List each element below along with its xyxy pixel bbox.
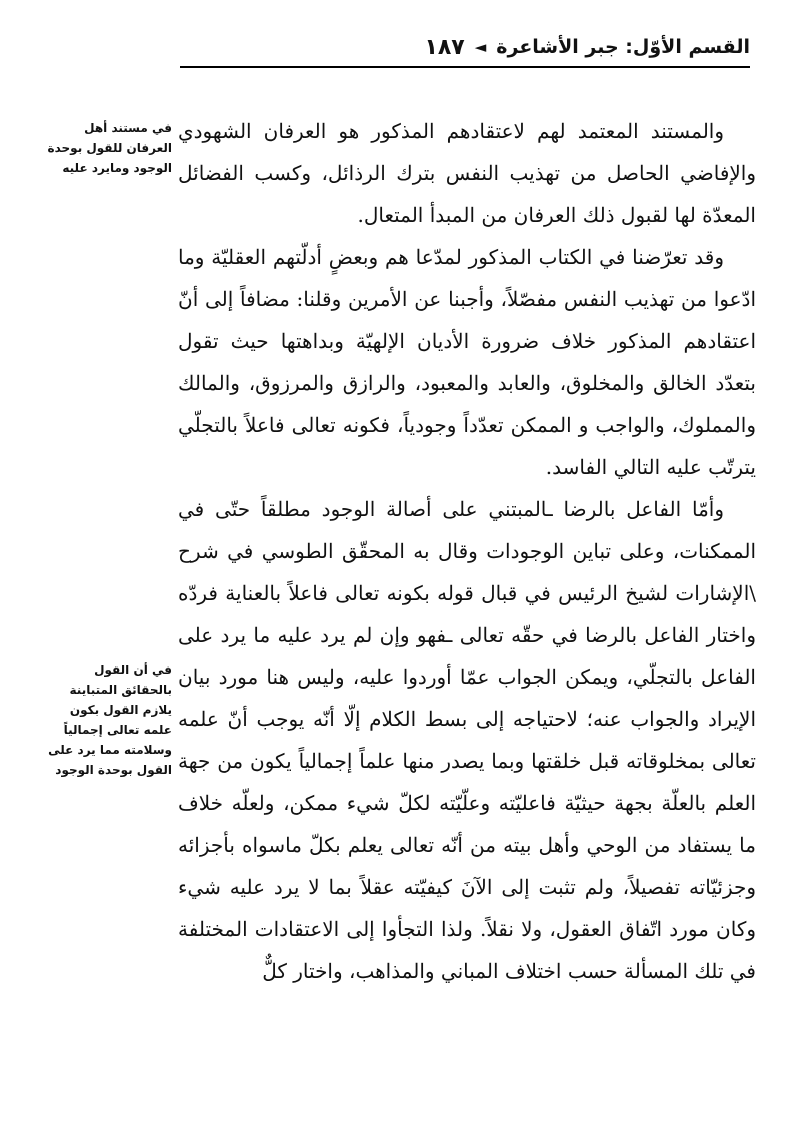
margin-note: في أن القول بالحقائق المتباينة يلازم القول بكون علمه تعالى إجمالياً وسلامته مما يرد على القول بوحدة الوجود xyxy=(48,663,172,777)
header-rule xyxy=(180,66,750,68)
running-header xyxy=(180,30,750,64)
body-text xyxy=(178,110,756,992)
margin-note: في مستند أهل العرفان للقول بوحدة الوجود ومايرد عليه xyxy=(47,121,172,175)
paragraph: وقد تعرّضنا في الكتاب المذكور لمدّعا هم وبعضٍ أدلّتهم العقليّة وما ادّعوا من تهذيب النفس مفصّلاً، وأجبنا عن الأمرين وقلنا: مضافاً إلى أنّ اعتقادهم المذكور خلاف ضرورة الأديان الإلهيّة وبداهتها حيث تقول بتعدّد الخالق والمخلوق، والعابد والمعبود، والرازق والمرزوق، والمالك والمملوك، والواجب و الممكن تعدّداً وجودياً، فكونه تعالى فاعلاً بالتجلّي يترتّب عليه التالي الفاسد. xyxy=(178,245,756,479)
header-title: القسم الأوّل: جبر الأشاعرة xyxy=(496,36,750,58)
header-arrow-icon: ◄ xyxy=(474,38,487,56)
paragraph: والمستند المعتمد لهم لاعتقادهم المذكور هو العرفان الشهودي والإفاضي الحاصل من تهذيب النفس بترك الرذائل، وكسب الفضائل المعدّة لها لقبول ذلك العرفان من المبدأ المتعال. xyxy=(178,119,756,227)
page-number: ١٨٧ xyxy=(424,34,465,60)
paragraph: وأمّا الفاعل بالرضا ـالمبتني على أصالة الوجود مطلقاً حتّى في الممكنات، وعلى تباين الوجودات وقال به المحقّق الطوسي في شرح \الإشارات لشيخ الرئيس في قبال قوله بكونه تعالى فاعلاً بالعناية فردّه واختار الفاعل بالرضا في حقّه تعالى ـفهو وإن لم يرد عليه ما يرد على الفاعل بالتجلّي، ويمكن الجواب عمّا أوردوا عليه، وليس هنا مورد بيان الإيراد والجواب عنه؛ لاحتياجه إلى بسط الكلام إلّا أنّه يوجب أنّ علمه تعالى بمخلوقاته قبل خلقتها وبما يصدر منها علماً إجمالياً يكون من جهة العلم بالعلّة بجهة حيثيّة فاعليّته وعلّيّته لكلّ شيء ممكن، ولعلّه خلاف ما يستفاد من الوحي وأهل بيته من أنّه تعالى يعلم بكلّ ماسواه بأجزائه وجزئيّاته تفصيلاً، ولم تثبت إلى الآنَ كيفيّته عقلاً بما لا يرد عليه شيء وكان مورد اتّفاق العقول، ولا نقلاً. ولذا التجأوا إلى الاعتقادات المختلفة في تلك المسألة حسب اختلاف المباني والمذاهب، واختار كلٌّ xyxy=(178,497,756,983)
